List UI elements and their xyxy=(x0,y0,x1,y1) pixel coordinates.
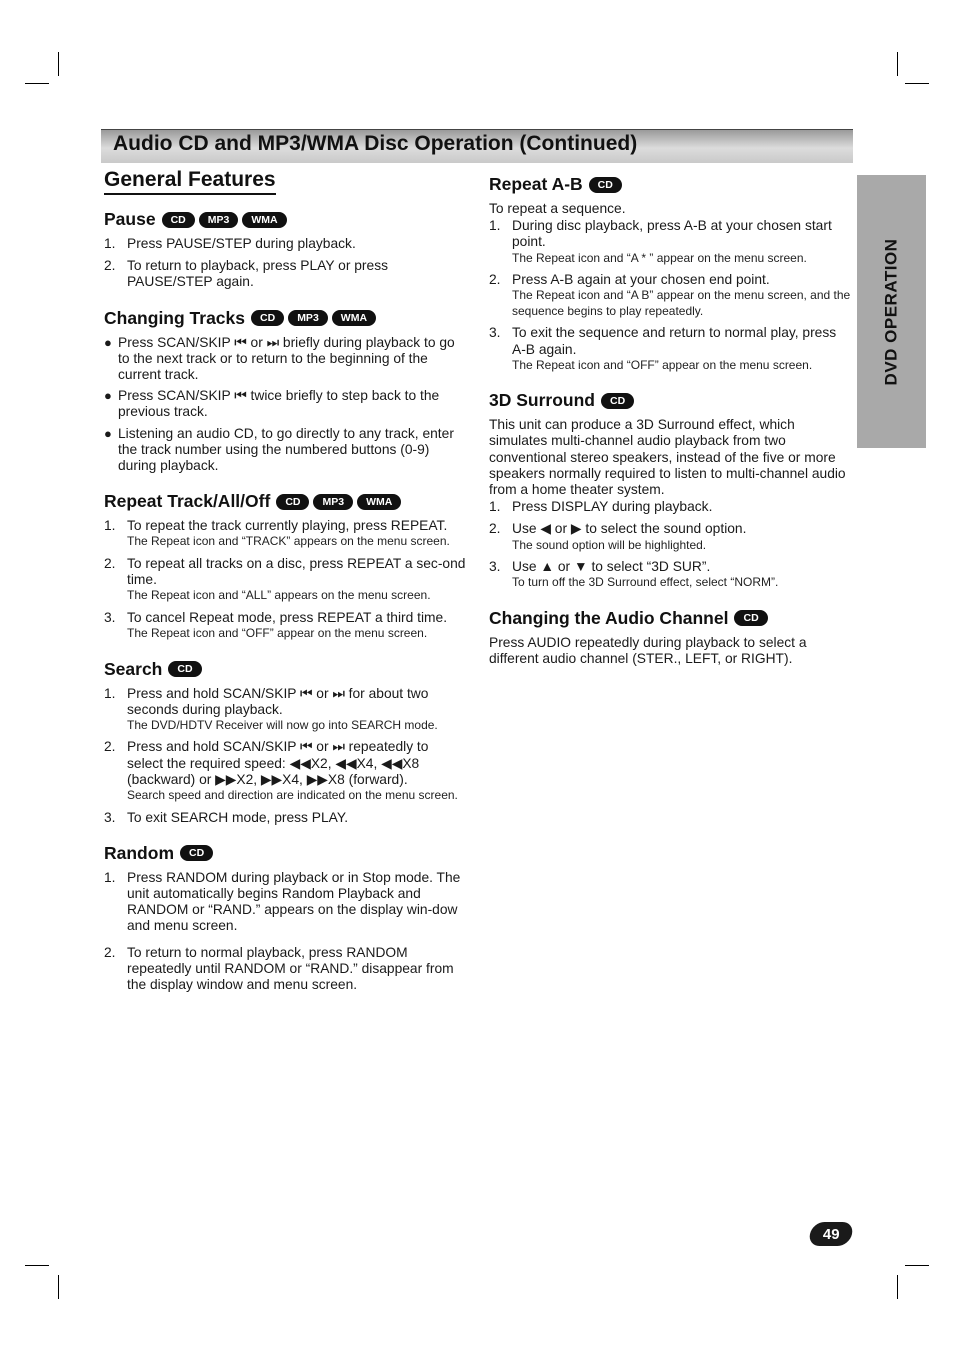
list-item: 3. To exit the sequence and return to normal play, press A-B again. The Repeat icon and “OFF” appear on the menu screen. xyxy=(489,325,837,372)
list-item: 2. Press A-B again at your chosen end point. The Repeat icon and “A B” appear on the menu screen, and the sequence begins to play repeatedly. xyxy=(489,272,851,318)
crop-mark xyxy=(897,52,898,76)
section-title: Repeat Track/All/Off xyxy=(104,491,271,512)
side-section-tab xyxy=(857,175,926,448)
crop-mark xyxy=(897,1275,898,1299)
list-item: 1. To repeat the track currently playing, press REPEAT. The Repeat icon and “TRACK” appears on the menu screen. xyxy=(104,518,450,549)
section-title: Changing the Audio Channel xyxy=(489,607,729,628)
random-section xyxy=(104,843,468,993)
list-item: 2. To return to normal playback, press RANDOM repeatedly until RANDOM or “RAND.” disappear from the display window and menu screen. xyxy=(104,944,454,992)
left-column xyxy=(104,168,468,1010)
list-item: 2. Press and hold SCAN/SKIP ⏮ or ⏭ repeatedly to select the required speed: ◀◀X2, ◀◀X4, ◀◀X8 (backward) or ▶▶X2, ▶▶X4, ▶▶X8 (forward). Search speed and direction are indicated on the menu screen. xyxy=(104,739,458,803)
cd-badge: CD xyxy=(276,494,309,510)
list-item: ● Listening an audio CD, to go directly to any track, enter the track number using the numbered buttons (0-9) during playback. xyxy=(104,425,454,474)
section-title: 3D Surround xyxy=(489,390,595,411)
list-item: 3. To exit SEARCH mode, press PLAY. xyxy=(104,809,349,825)
wma-badge: WMA xyxy=(357,494,401,510)
changing-tracks-section xyxy=(104,308,468,475)
search-section xyxy=(104,659,468,826)
crop-mark xyxy=(25,83,49,84)
list-item: 1. Press DISPLAY during playback. xyxy=(489,499,713,515)
cd-badge: CD xyxy=(162,212,195,228)
intro-text: To repeat a sequence. xyxy=(489,201,626,216)
list-item: 1. Press PAUSE/STEP during playback. xyxy=(104,236,356,251)
cd-badge: CD xyxy=(168,661,201,677)
mp3-badge: MP3 xyxy=(313,494,353,510)
bullet-icon: ● xyxy=(104,388,112,404)
wma-badge: WMA xyxy=(332,310,376,326)
list-item: 2. To return to playback, press PLAY or press PAUSE/STEP again. xyxy=(104,258,388,290)
list-item: 3. To cancel Repeat mode, press REPEAT a third time. The Repeat icon and “OFF” appear on the menu screen. xyxy=(104,609,448,641)
page-number: 49 xyxy=(807,1222,854,1246)
list-item: 1. Press RANDOM during playback or in Stop mode. The unit automatically begins Random Playback and RANDOM or “RAND.” appears on the display win-dow and menu screen. xyxy=(104,869,461,934)
cd-badge: CD xyxy=(601,393,634,409)
cd-badge: CD xyxy=(734,610,767,626)
list-item: 2. Use ◀ or ▶ to select the sound option. The sound option will be highlighted. xyxy=(489,521,747,552)
crop-mark xyxy=(25,1265,49,1266)
section-title: Repeat A-B xyxy=(489,174,583,194)
crop-mark xyxy=(905,1265,929,1266)
body-text: Press AUDIO repeatedly during playback to select a different audio channel (STER., LEFT, or RIGHT). xyxy=(489,634,807,667)
list-item: 3. Use ▲ or ▼ to select “3D SUR”. To turn off the 3D Surround effect, select “NORM”. xyxy=(489,559,779,590)
repeat-ab-section xyxy=(489,174,853,373)
list-item: ● Press SCAN/SKIP ⏮ or ⏭ briefly during playback to go to the next track or to return to the beginning of the current track. xyxy=(104,334,455,383)
mp3-badge: MP3 xyxy=(199,212,239,228)
cd-badge: CD xyxy=(251,310,284,326)
right-column xyxy=(489,174,853,684)
section-title: Pause xyxy=(104,209,156,229)
surround-section xyxy=(489,390,853,591)
section-title: Changing Tracks xyxy=(104,307,246,328)
repeat-track-section xyxy=(104,491,468,641)
list-item: 2. To repeat all tracks on a disc, press REPEAT a sec-ond time. The Repeat icon and “ALL” appears on the menu screen. xyxy=(104,555,466,603)
crop-mark xyxy=(58,52,59,76)
section-title: Search xyxy=(104,658,163,679)
bullet-icon: ● xyxy=(104,425,112,441)
bullet-icon: ● xyxy=(104,334,112,350)
audio-channel-section xyxy=(489,608,853,667)
header-banner xyxy=(101,129,853,163)
cd-badge: CD xyxy=(589,177,622,193)
list-item: 1. Press and hold SCAN/SKIP ⏮ or ⏭ for about two seconds during playback. The DVD/HDTV Receiver will now go into SEARCH mode. xyxy=(104,685,438,732)
list-item: ● Press SCAN/SKIP ⏮ twice briefly to step back to the previous track. xyxy=(104,388,440,420)
crop-mark xyxy=(905,83,929,84)
list-item: 1. During disc playback, press A-B at your chosen start point. The Repeat icon and “A * ” appear on the menu screen. xyxy=(489,218,832,265)
side-tab-label: DVD OPERATION xyxy=(881,238,901,385)
cd-badge: CD xyxy=(180,845,213,861)
page-title: Audio CD and MP3/WMA Disc Operation (Continued) xyxy=(113,132,638,155)
section-title: Random xyxy=(104,842,174,863)
wma-badge: WMA xyxy=(242,212,286,228)
general-features-heading: General Features xyxy=(104,168,276,195)
mp3-badge: MP3 xyxy=(288,310,328,326)
intro-text: This unit can produce a 3D Surround effect, which simulates multi-channel audio playback from two conventional stereo speakers, instead of the five or more speakers normally required to listen to multi-channel audio from a home theater system. xyxy=(489,417,846,498)
pause-section xyxy=(104,209,468,291)
crop-mark xyxy=(58,1275,59,1299)
